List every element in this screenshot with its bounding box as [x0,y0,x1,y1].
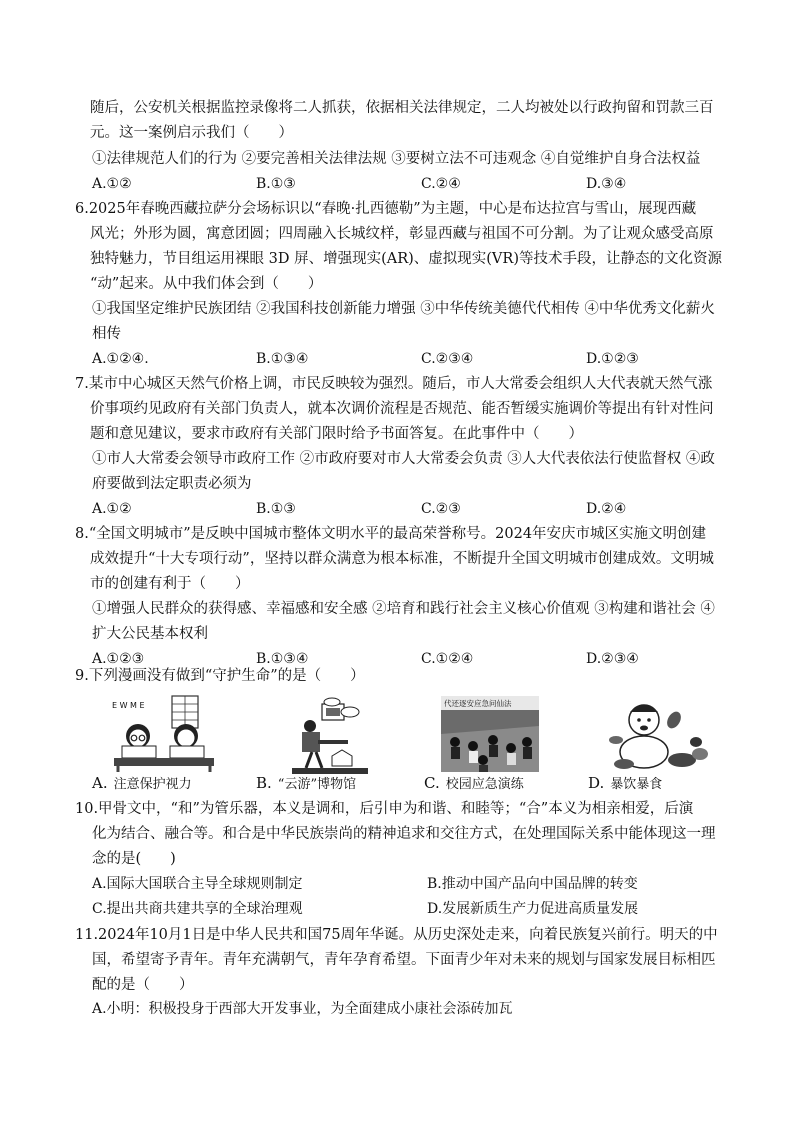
q8-option-d[interactable]: D.②③④ [586,651,639,667]
q5-text-line-1: 随后，公安机关根据监控录像将二人抓获，依据相关法律规定，二人均被处以行政拘留和罚款三百 [90,100,714,116]
q6-option-c[interactable]: C.②③④ [421,351,474,367]
q11-text-line-1: 11.2024年10月1日是中华人民共和国75周年华诞。从历史深处走来，向着民族复兴前行。明天的中 [75,927,718,943]
q7-option-a[interactable]: A.①② [92,501,132,517]
q10-option-b[interactable]: B.推动中国产品向中国品牌的转变 [427,876,638,892]
q7-text-line-3: 题和意见建议，要求市政府有关部门限时给予书面答复。在此事件中（ ） [90,426,583,442]
comic-a-label: 注意保护视力 [113,777,192,792]
q6-option-d[interactable]: D.①②③ [586,351,639,367]
q7-option-b[interactable]: B.①③ [256,501,296,517]
comic-d-drawing [604,700,712,772]
q10-option-c[interactable]: C.提出共商共建共享的全球治理观 [92,901,303,917]
comic-b-label: “云游”博物馆 [277,777,357,792]
q8-option-b[interactable]: B.①③④ [256,651,309,667]
comic-c-image[interactable] [441,696,539,772]
q8-statements-1: ①增强人民群众的获得感、幸福感和安全感 ②培育和践行社会主义核心价值观 ③构建和谐社会 ④ [92,601,715,617]
q10-text-line-2: 化为结合、融合等。和合是中华民族崇尚的精神追求和交往方式，在处理国际关系中能体现这一理 [92,826,716,842]
q6-statements-1: ①我国坚定维护民族团结 ②我国科技创新能力增强 ③中华传统美德代代相传 ④中华优秀文化薪火 [92,301,715,317]
comic-a-letter: A. [92,774,108,792]
q7-statements-1: ①市人大常委会领导市政府工作 ②市政府要对市人大常委会负责 ③人大代表依法行使监督权 ④政 [92,451,715,467]
comic-d-caption [588,774,662,794]
q7-text-line-2: 价事项约见政府有关部门负责人，就本次调价流程是否规范、能否暂缓实施调价等提出有针对性问 [90,401,714,417]
q5-option-b[interactable]: B.①③ [256,176,296,192]
q6-option-a[interactable]: A.①②④. [92,351,149,367]
q11-text-line-3: 配的是（ ） [92,977,194,993]
comic-a-image[interactable] [108,694,220,772]
q9-text: 9.下列漫画没有做到“守护生命”的是（ ） [75,668,365,684]
comic-c-letter: C. [424,774,440,792]
q7-option-c[interactable]: C.②③ [421,501,461,517]
comic-d-label: 暴饮暴食 [610,777,663,792]
comic-b-caption [256,774,356,794]
q10-option-a[interactable]: A.国际大国联合主导全球规则制定 [92,876,303,892]
comic-d-image[interactable] [604,700,712,772]
q5-text-line-2: 元。这一案例启示我们（ ） [90,125,293,141]
comic-c-photo [441,696,539,772]
q8-text-line-1: 8.“全国文明城市”是反映中国城市整体文明水平的最高荣誉称号。2024年安庆市城区实施文明创建 [75,526,707,542]
q6-option-b[interactable]: B.①③④ [256,351,309,367]
q8-text-line-2: 成效提升“十大专项行动”，坚持以群众满意为根本标准，不断提升全国文明城市创建成效。文明城 [90,551,714,567]
comic-c-label: 校园应急演练 [445,777,524,792]
comic-b-image[interactable] [292,696,368,774]
q6-text-line-4: “动”起来。从中我们体会到（ ） [90,276,323,292]
q6-text-line-2: 风光；外形为圆，寓意团圆；四周融入长城纹样，彰显西藏与祖国不可分割。为了让观众感受高原 [90,226,714,242]
comic-a-caption [92,774,192,794]
q5-statements: ①法律规范人们的行为 ②要完善相关法律法规 ③要树立法不可违观念 ④自觉维护自身合法权益 [92,151,701,167]
q8-statements-2: 扩大公民基本权利 [92,626,208,642]
q11-text-line-2: 国，希望寄予青年。青年充满朝气，青年孕育希望。下面青少年对未来的规划与国家发展目标相匹 [92,952,716,968]
q8-option-c[interactable]: C.①②④ [421,651,474,667]
q10-option-d[interactable]: D.发展新质生产力促进高质量发展 [427,901,639,917]
comic-a-chart-letters: E W M E [112,701,145,710]
q6-text-line-1: 6.2025年春晚西藏拉萨分会场标识以“春晚·扎西德勒”为主题，中心是布达拉宫与雪山，展现西藏 [75,201,697,217]
q10-text-line-3: 念的是( ) [92,851,176,867]
q6-statements-2: 相传 [92,326,121,342]
comic-a-drawing [108,694,220,772]
q5-option-a[interactable]: A.①② [92,176,132,192]
q6-text-line-3: 独特魅力，节目组运用裸眼 3D 屏、增强现实(AR)、虚拟现实(VR)等技术手段，让静态的文化资源 [90,251,722,267]
q5-option-d[interactable]: D.③④ [586,176,627,192]
q7-statements-2: 府要做到法定职责必须为 [92,476,252,492]
q8-option-a[interactable]: A.①②③ [92,651,145,667]
q7-option-d[interactable]: D.②④ [586,501,627,517]
comic-d-letter: D. [588,774,605,792]
q10-text-line-1: 10.甲骨文中，“和”为管乐器，本义是调和，后引申为和谐、和睦等；“合”本义为相亲相爱，后演 [75,801,694,817]
comic-b-letter: B. [256,774,272,792]
q8-text-line-3: 市的创建有利于（ ） [90,576,250,592]
q7-text-line-1: 7.某市中心城区天然气价格上调，市民反映较为强烈。随后，市人大常委会组织人大代表就天然气涨 [75,376,713,392]
comic-c-caption [424,774,524,794]
comic-b-drawing [292,696,368,774]
q5-option-c[interactable]: C.②④ [421,176,461,192]
q11-option-a[interactable]: A.小明：积极投身于西部大开发事业，为全面建成小康社会添砖加瓦 [92,1001,513,1017]
comic-c-banner: 代还逐安应急问仙法 [444,699,512,708]
